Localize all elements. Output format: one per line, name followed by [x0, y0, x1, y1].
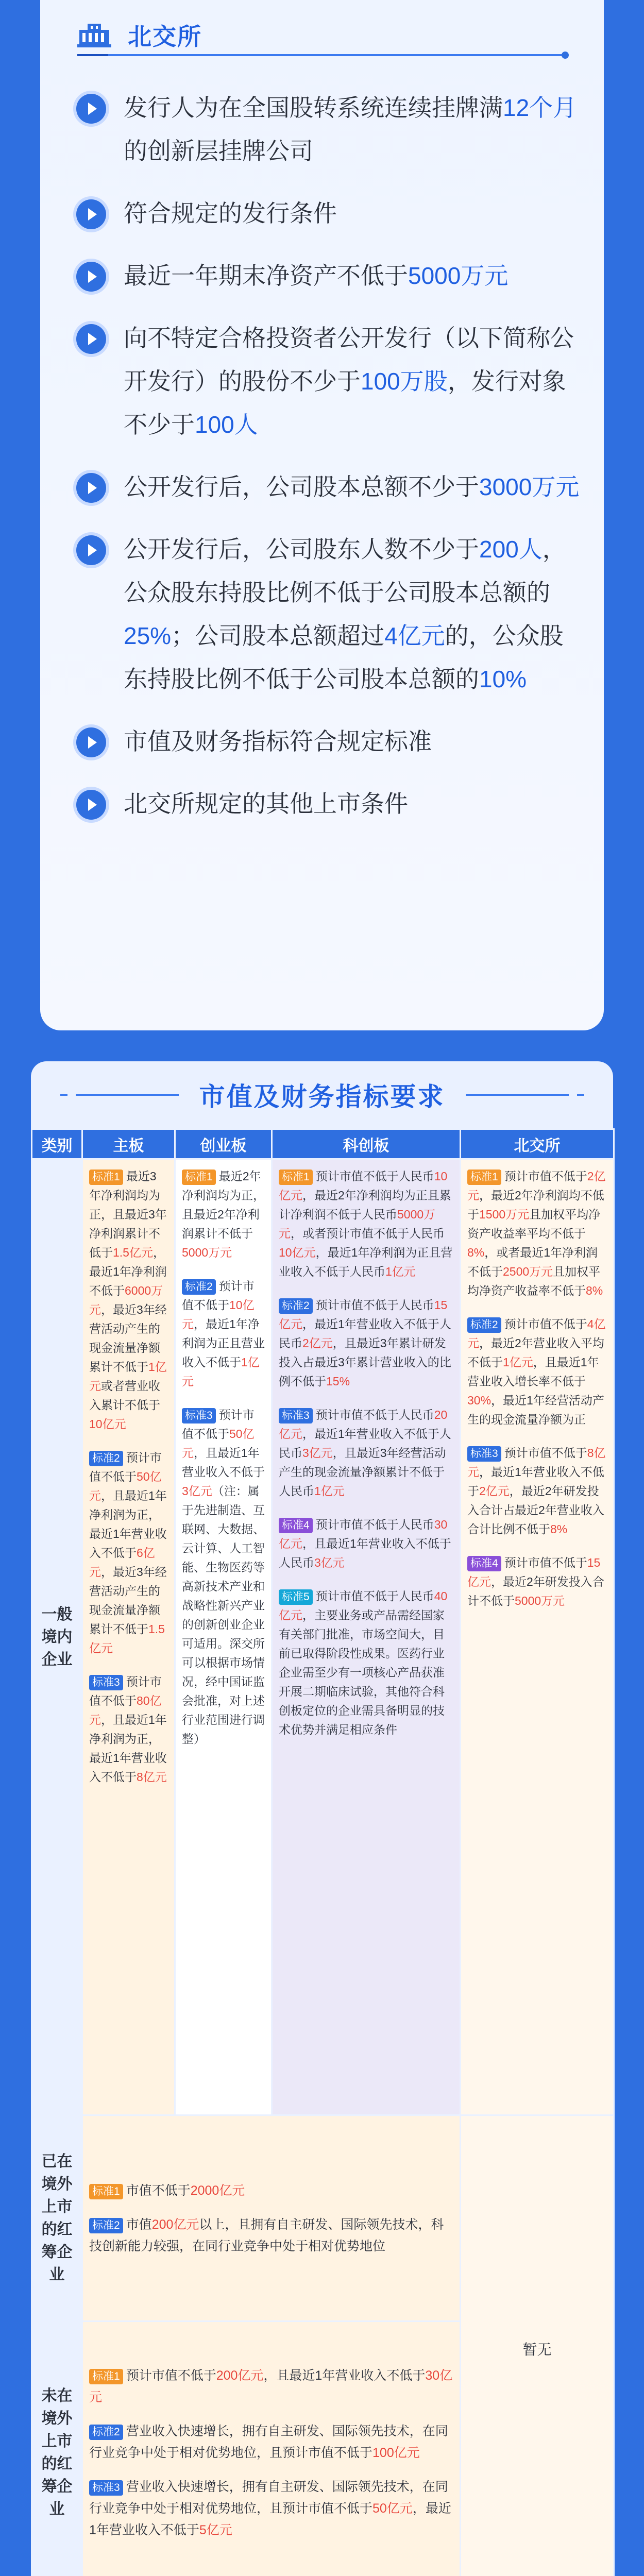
category-overseas-listed: 已在境外上市的红筹企业: [32, 2115, 82, 2321]
standard-tag: 标准2: [89, 1451, 123, 1466]
play-bullet-icon: [76, 790, 106, 820]
play-bullet-icon: [76, 199, 106, 229]
building-icon: [77, 23, 111, 47]
standard-tag: 标准4: [467, 1556, 501, 1571]
standard-text: 营业收入快速增长，拥有自主研发、国际领先技术，在同行业竞争中处于相对优势地位，且预计市值不低于50亿元，最近1年营业收入不低于5亿元: [89, 2479, 451, 2537]
standard-text: 预计市值不低于200亿元，且最近1年营业收入不低于30亿元: [89, 2368, 453, 2404]
standard-text: 预计市值不低于人民币10亿元，最近2年净利润均为正且累计净利润不低于人民币5000万元，或者预计市值不低于人民币10亿元，最近1年净利润为正且营业收入不低于人民币1亿元: [279, 1170, 453, 1278]
standard-tag: 标准1: [89, 1170, 123, 1185]
standard-tag: 标准3: [89, 2480, 123, 2496]
standard-tag: 标准1: [467, 1170, 501, 1185]
condition-text: 最近一年期末净资产不低于5000万元: [124, 262, 509, 289]
condition-item: [76, 789, 581, 825]
standard-text: 市值200亿元以上，且拥有自主研发、国际领先技术，科技创新能力较强，在同行业竞争中处于相对优势地位: [89, 2217, 444, 2253]
standard-block: [182, 1277, 265, 1391]
title-dash-right: [466, 1094, 569, 1096]
condition-item: [76, 198, 581, 235]
condition-item: [76, 323, 581, 446]
standard-block: [279, 1296, 453, 1391]
standard-block: [89, 2365, 453, 2408]
standard-text: 预计市值不低于2亿元，最近2年净利润均不低于1500万元且加权平均净资产收益率平均不低于8%，或者最近1年净利润不低于2500万元且加权平均净资产收益率不低于8%: [467, 1170, 606, 1297]
standard-block: [279, 1587, 453, 1739]
standard-text: 预计市值不低于50亿元，且最近1年营业收入不低于3亿元（注：属于先进制造、互联网、大数据、云计算、人工智能、生物医药等高新技术产业和战略性新兴产业的创新创业企业可适用。深交所可以根据市场情况，经中国证监会批准，对上述行业范围进行调整）: [182, 1408, 265, 1745]
standard-text: 最近3年净利润均为正，且最近3年净利润累计不低于1.5亿元，最近1年净利润不低于6000万元，最近3年经营活动产生的现金流量净额累计不低于1亿元或者营业收入累计不低于10亿元: [89, 1170, 167, 1431]
condition-item: [76, 534, 581, 701]
standard-tag: 标准2: [89, 2425, 123, 2440]
standard-text: 预计市值不低于4亿元，最近2年营业收入平均不低于1亿元，且最近1年营业收入增长率不低于30%，最近1年经营活动产生的现金流量净额为正: [467, 1317, 606, 1426]
standard-text: 预计市值不低于人民币30亿元，且最近1年营业收入不低于人民币3亿元: [279, 1518, 451, 1569]
standard-tag: 标准5: [279, 1589, 313, 1605]
standard-block: [89, 1672, 168, 1787]
standard-block: [89, 2214, 453, 2257]
standard-block: [89, 1167, 168, 1434]
standard-text: 最近2年净利润均为正，且最近2年净利润累计不低于5000万元: [182, 1170, 265, 1259]
beijiao-title: 北交所: [128, 23, 202, 50]
beijiao-conditions-list: [76, 93, 581, 851]
standard-block: [89, 2180, 453, 2201]
standard-block: [467, 1553, 607, 1611]
play-bullet-icon: [76, 473, 106, 503]
header-star-market: 科创板: [272, 1129, 461, 1159]
standard-tag: 标准3: [279, 1408, 313, 1423]
header-bse: 北交所: [461, 1129, 614, 1159]
play-bullet-icon: [76, 535, 106, 565]
standard-tag: 标准1: [279, 1170, 313, 1185]
standard-text: 预计市值不低于人民币40亿元，主要业务或产品需经国家有关部门批准，市场空间大，目前已取得阶段性成果。医药行业企业需至少有一项核心产品获准开展二期临床试验，其他符合科创板定位的企业需具备明显的技术优势并满足相应条件: [279, 1589, 448, 1736]
standard-block: [182, 1405, 265, 1749]
mv-title: 市值及财务指标要求: [199, 1082, 445, 1111]
standard-text: 预计市值不低于15亿元，最近2年研发投入合计不低于5000万元: [467, 1556, 604, 1607]
standard-tag: 标准1: [89, 2184, 123, 2199]
play-bullet-icon: [76, 262, 106, 292]
standard-tag: 标准2: [89, 2218, 123, 2233]
standard-text: 预计市值不低于10亿元，最近1年净利润为正且营业收入不低于1亿元: [182, 1279, 265, 1388]
condition-text: 市值及财务指标符合规定标准: [124, 728, 432, 755]
header-chinext: 创业板: [175, 1129, 272, 1159]
standard-tag: 标准3: [182, 1408, 216, 1423]
paused-cell: 暂无: [461, 2115, 614, 2576]
condition-text: 公开发行后，公司股东人数不少于200人，公众股东持股比例不低于公司股本总额的25%；公司股本总额超过4亿元的，公众股东持股比例不低于公司股本总额的10%: [124, 536, 566, 692]
standard-block: [279, 1515, 453, 1572]
standard-tag: 标准3: [89, 1675, 123, 1690]
row-overseas-listed: [32, 2115, 614, 2321]
play-bullet-icon: [76, 94, 106, 124]
standard-text: 预计市值不低于80亿元，且最近1年净利润为正，最近1年营业收入不低于8亿元: [89, 1675, 167, 1784]
header-divider: [77, 54, 567, 56]
standard-text: 预计市值不低于8亿元，最近1年营业收入不低于2亿元，最近2年研发投入合计占最近2年营业收入合计比例不低于8%: [467, 1446, 606, 1536]
overseas-unlisted-cell: [82, 2321, 461, 2576]
play-bullet-icon: [76, 324, 106, 354]
standard-text: 预计市值不低于50亿元，且最近1年净利润为正，最近1年营业收入不低于6亿元，最近3年经营活动产生的现金流量净额累计不低于1.5亿元: [89, 1451, 167, 1655]
condition-item: [76, 261, 581, 297]
standard-tag: 标准2: [182, 1279, 216, 1295]
standard-tag: 标准1: [182, 1170, 216, 1185]
standard-block: [89, 1448, 168, 1658]
condition-text: 公开发行后，公司股本总额不少于3000万元: [124, 473, 580, 500]
standard-block: [89, 2476, 453, 2541]
condition-text: 发行人为在全国股转系统连续挂牌满12个月的创新层挂牌公司: [124, 94, 577, 164]
condition-item: [76, 93, 581, 173]
standard-tag: 标准1: [89, 2369, 123, 2384]
standard-block: [182, 1167, 265, 1262]
header-category: 类别: [32, 1129, 82, 1159]
play-bullet-icon: [76, 727, 106, 757]
condition-text: 北交所规定的其他上市条件: [124, 790, 408, 817]
condition-item: [76, 472, 581, 509]
beijiao-header: [77, 20, 202, 50]
standard-block: [467, 1167, 607, 1300]
category-overseas-unlisted: 未在境外上市的红筹企业: [32, 2321, 82, 2576]
overseas-listed-cell: [82, 2115, 461, 2321]
standard-block: [467, 1444, 607, 1539]
standard-block: [279, 1167, 453, 1281]
standard-text: 营业收入快速增长，拥有自主研发、国际领先技术，在同行业竞争中处于相对优势地位，且预计市值不低于100亿元: [89, 2424, 448, 2460]
mv-table: [31, 1128, 615, 2576]
condition-text: 符合规定的发行条件: [124, 200, 337, 227]
domestic-chinext-cell: [175, 1159, 272, 2115]
standard-text: 市值不低于2000亿元: [126, 2183, 245, 2198]
domestic-bse-cell: [461, 1159, 614, 2115]
standard-tag: 标准2: [467, 1317, 501, 1333]
title-dash-left: [76, 1094, 179, 1096]
standard-tag: 标准4: [279, 1518, 313, 1533]
header-main-board: 主板: [82, 1129, 175, 1159]
standard-block: [89, 2420, 453, 2464]
standard-block: [279, 1405, 453, 1501]
condition-item: [76, 726, 581, 763]
row-domestic: [32, 1159, 614, 2115]
table-header-row: [32, 1129, 614, 1159]
standard-tag: 标准2: [279, 1298, 313, 1314]
standard-text: 预计市值不低于人民币20亿元，最近1年营业收入不低于人民币3亿元，且最近3年经营活动产生的现金流量净额累计不低于人民币1亿元: [279, 1408, 451, 1498]
standard-block: [467, 1315, 607, 1429]
standard-tag: 标准3: [467, 1446, 501, 1462]
domestic-main-cell: [82, 1159, 175, 2115]
condition-text: 向不特定合格投资者公开发行（以下简称公开发行）的股份不少于100万股，发行对象不少于100人: [124, 325, 574, 438]
mv-header: [31, 1069, 613, 1121]
category-domestic: 一般境内企业: [32, 1159, 82, 2115]
standard-text: 预计市值不低于人民币15亿元，最近1年营业收入不低于人民币2亿元，且最近3年累计研发投入占最近3年累计营业收入的比例不低于15%: [279, 1298, 451, 1388]
domestic-star-cell: [272, 1159, 461, 2115]
